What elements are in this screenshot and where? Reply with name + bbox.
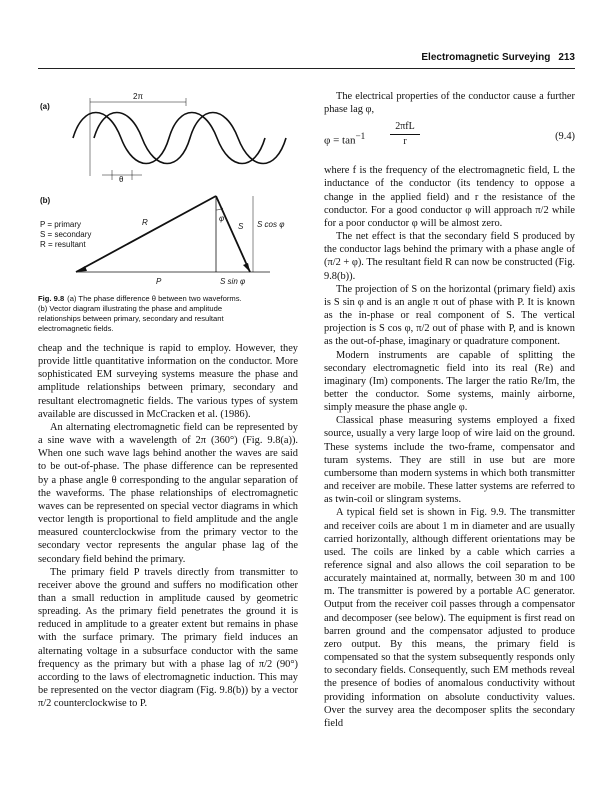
right-paragraph-1: where f is the frequency of the electromagnetic field, L the inductance of the conductor (its tendency to oppose a change in the applied field) and r the resistance of the conductor. For a good conductor φ will approach π/2 while for a poor conductor φ will be almost zero. bbox=[324, 165, 575, 229]
arrowhead-secondary bbox=[243, 263, 250, 272]
equation-lhs bbox=[324, 130, 365, 148]
section-title: Electromagnetic Surveying bbox=[421, 52, 551, 63]
sin-component-label: S sin φ bbox=[220, 277, 246, 286]
legend-primary: P = primary bbox=[40, 220, 81, 229]
right-paragraph-4: Modern instruments are capable of splitting the secondary electromagnetic field into its real (Re) and imaginary (Im) components. The larger the ratio Re/Im, the better the conductor. Some systems, mainly airborne, simply measure the phase angle φ. bbox=[324, 349, 575, 414]
right-paragraph-2: The net effect is that the secondary field S produced by the conductor lags behind the primary with a phase angle of (π/2 + φ). The resultant field R can now be constructed (Fig. 9.8(b)). bbox=[324, 231, 575, 282]
right-column bbox=[324, 90, 575, 730]
panel-a-label: (a) bbox=[40, 102, 50, 111]
right-paragraph-5: Classical phase measuring systems employed a fixed source, usually a very large loop of wire laid on the ground. These systems include the two-frame, compensator and turam systems. They are still in use but are more cumbersome than modern systems in which both transmitter and receiver are mobile. These latter systems are referred to as twin-coil or slingram systems. bbox=[324, 415, 575, 506]
header-rule bbox=[38, 68, 575, 69]
cos-component-label: S cos φ bbox=[257, 220, 285, 229]
left-paragraph-1: cheap and the technique is rapid to employ. However, they provide little quantitative information on the conductor. More sophisticated EM surveying systems measure the phase and amplitude relationships between primary, secondary and resultant electromagnetic fields. The various types of system available are discussed in McCracken et al. (1986). bbox=[38, 343, 298, 420]
primary-label: P bbox=[156, 277, 162, 286]
equation-numerator: 2πfL bbox=[390, 120, 420, 135]
right-paragraph-6: A typical field set is shown in Fig. 9.9. The transmitter and receiver coils are about 1 m in diameter and are usually carried horizontally, although different orientations may be used. The coils are linked by a cable which carries a reference signal and also allows the coil separation to be accurately maintained at, normally, between 30 m and 100 m. The transmitter is powered by a portable AC generator. Output from the receiver coil passes through a compensator and decomposer (see below). The equipment is first read on barren ground and the compensator adjusted to produce zero output. By this means, the primary field is compensated so that the system subsequently responds only to secondary fields. Consequently, such EM methods reveal the presence of bodies of anomalous conductivity without providing information on absolute conductivity values. Over the survey area the decomposer splits the secondary field bbox=[324, 507, 575, 729]
left-paragraph-2: An alternating electromagnetic field can be represented by a sine wave with a wavelength of 2π (360°) (Fig. 9.8(a)). When one such wave lags behind another the waves are said to be out-of-phase. The phase difference can be represented by a phase angle θ corresponding to the angular separation of the waveforms. The phase relationships of electromagnetic waves can be represented on special vector diagrams in which vector length is proportional to field amplitude and the angle measured counterclockwise from the primary vector to the secondary vector represents the angular phase lag of the secondary field behind the primary. bbox=[38, 421, 298, 565]
right-paragraph-3: The projection of S on the horizontal (primary field) axis is S sin φ and is an angle π out of phase with P. It is known as the in-phase or real component of S. The vertical projection is S cos φ, π/2 out of phase with P, and is known as the out-of-phase, imaginary or quadrature component. bbox=[324, 283, 575, 348]
left-column bbox=[38, 90, 298, 710]
caption-label: Fig. 9.8 bbox=[38, 294, 65, 303]
figure-drawing bbox=[38, 90, 298, 290]
page-number: 213 bbox=[558, 52, 575, 63]
equation-exponent: −1 bbox=[355, 131, 366, 142]
right-intro: The electrical properties of the conductor cause a further phase lag φ, bbox=[324, 91, 575, 116]
caption-line-1: (a) The phase difference θ between two waveforms. bbox=[67, 294, 242, 303]
equation-number: (9.4) bbox=[555, 131, 575, 143]
arrowhead-origin bbox=[76, 266, 87, 272]
phase-label: θ bbox=[119, 175, 124, 184]
caption-line-3: relationships between primary, secondary and resultant bbox=[38, 314, 224, 323]
resultant-label: R bbox=[142, 218, 148, 227]
left-paragraph-3: The primary field P travels directly from transmitter to receiver above the ground and suffers no modification other than a small reduction in amplitude caused by geometric spreading. As the primary field penetrates the ground it is reduced in amplitude to a greater extent but remains in phase with the surface primary. The primary field induces an alternating voltage in a subsurface conductor with the same frequency as the primary but with a phase lag of π/2 (90°) according to the laws of electromagnetic induction. This may be represented on the vector diagram (Fig. 9.8(b)) by a vector π/2 counterclockwise to P. bbox=[38, 566, 298, 710]
panel-b-label: (b) bbox=[40, 196, 51, 205]
vector-resultant bbox=[76, 196, 216, 272]
figure-9-8 bbox=[38, 90, 298, 290]
equation-fraction bbox=[390, 120, 420, 148]
figure-caption bbox=[38, 294, 298, 342]
wavelength-label: 2π bbox=[133, 92, 143, 101]
caption-line-4: electromagnetic fields. bbox=[38, 324, 114, 333]
legend-secondary: S = secondary bbox=[40, 230, 92, 239]
equation-function: φ = tan bbox=[324, 134, 356, 147]
equation-denominator: r bbox=[403, 136, 407, 148]
secondary-label: S bbox=[238, 222, 244, 231]
equation-9-4 bbox=[324, 122, 575, 156]
legend-resultant: R = resultant bbox=[40, 240, 86, 249]
phi-angle-label: φ bbox=[219, 214, 225, 223]
vector-secondary bbox=[216, 196, 250, 272]
running-head bbox=[421, 52, 575, 63]
caption-line-2: (b) Vector diagram illustrating the phase and amplitude bbox=[38, 304, 223, 313]
